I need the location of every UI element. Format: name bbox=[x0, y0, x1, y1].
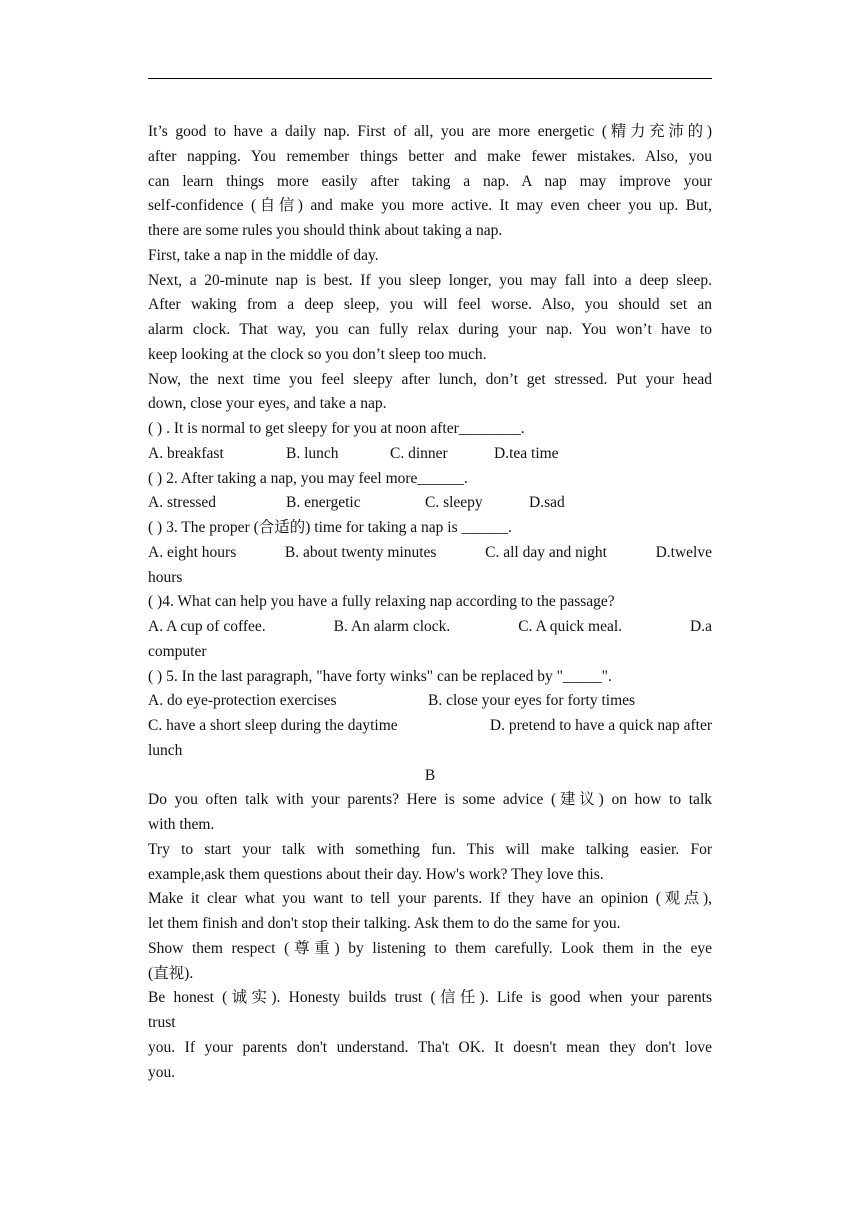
question-options bbox=[148, 442, 712, 467]
passage-b bbox=[148, 788, 712, 1085]
option-b: B. An alarm clock. bbox=[333, 618, 451, 635]
text-line: First, take a nap in the middle of day. bbox=[148, 246, 379, 264]
option-b: B. about twenty minutes bbox=[284, 543, 437, 561]
text-line: there are some rules you should think about taking a nap. bbox=[148, 222, 503, 239]
text-line: self-confidence (自信) and make you more active. It may even cheer you up. But, bbox=[148, 197, 712, 215]
question-1 bbox=[148, 417, 712, 467]
text-line: Make it clear what you want to tell your parents. If they have an opinion (观点), bbox=[148, 890, 712, 908]
text-line: you. bbox=[148, 1063, 176, 1081]
option-a: A. breakfast bbox=[148, 444, 224, 462]
section-heading: B bbox=[424, 766, 436, 784]
text-line: after napping. You remember things better and make fewer mistakes. Also, you bbox=[148, 147, 712, 165]
text-line: alarm clock. That way, you can fully relax during your nap. You won’t have to bbox=[148, 321, 712, 338]
option-d: D.twelve bbox=[655, 543, 712, 561]
question-stem: ( ) 5. In the last paragraph, "have forty winks" can be replaced by "_____". bbox=[148, 667, 612, 685]
question-3 bbox=[148, 516, 712, 590]
option-d: D.a bbox=[690, 618, 712, 635]
option-d: D. pretend to have a quick nap after bbox=[489, 717, 712, 734]
option-d: D.sad bbox=[529, 494, 565, 512]
text-line: you. If your parents don't understand. Tha't OK. It doesn't mean they don't love bbox=[148, 1038, 712, 1056]
passage-a bbox=[148, 120, 712, 417]
option-b: B. close your eyes for forty times bbox=[428, 692, 636, 710]
option-wrap: computer bbox=[148, 642, 207, 660]
text-line: let them finish and don't stop their talking. Ask them to do the same for you. bbox=[148, 915, 621, 932]
text-line: After waking from a deep sleep, you will feel worse. Also, you should set an bbox=[148, 296, 712, 314]
option-c: C. all day and night bbox=[485, 543, 607, 561]
option-c: C. have a short sleep during the daytime bbox=[148, 717, 398, 734]
text-line: Try to start your talk with something fun. This will make talking easier. For bbox=[148, 840, 712, 858]
option-c: C. dinner bbox=[390, 444, 448, 462]
question-options bbox=[148, 615, 712, 640]
question-stem: ( ) 2. After taking a nap, you may feel more______. bbox=[148, 469, 468, 487]
question-stem: ( ) 3. The proper (合适的) time for taking a nap is ______. bbox=[148, 519, 512, 536]
text-line: (直视). bbox=[148, 964, 194, 982]
option-d: D.tea time bbox=[494, 444, 559, 462]
option-b: B. lunch bbox=[286, 444, 339, 462]
text-line: Next, a 20-minute nap is best. If you sleep longer, you may fall into a deep sleep. bbox=[148, 271, 712, 289]
option-a: A. stressed bbox=[148, 494, 217, 512]
question-2 bbox=[148, 467, 712, 517]
option-wrap: lunch bbox=[148, 741, 183, 759]
text-line: Now, the next time you feel sleepy after lunch, don’t get stressed. Put your head bbox=[148, 370, 712, 388]
text-line: Be honest (诚实). Honesty builds trust (信任). Life is good when your parents bbox=[148, 989, 712, 1007]
document-body bbox=[148, 120, 712, 1085]
option-a: A. A cup of coffee. bbox=[148, 618, 266, 635]
option-c: C. A quick meal. bbox=[518, 618, 623, 635]
text-line: example,ask them questions about their day. How's work? They love this. bbox=[148, 865, 604, 883]
text-line: can learn things more easily after taking a nap. A nap may improve your bbox=[148, 172, 712, 190]
text-line: with them. bbox=[148, 816, 215, 833]
question-options bbox=[148, 491, 712, 516]
text-line: keep looking at the clock so you don’t sleep too much. bbox=[148, 345, 487, 363]
question-options bbox=[148, 689, 712, 714]
question-4 bbox=[148, 590, 712, 664]
text-line: Show them respect (尊重) by listening to them carefully. Look them in the eye bbox=[148, 939, 712, 957]
option-a: A. do eye-protection exercises bbox=[148, 692, 337, 710]
question-5 bbox=[148, 665, 712, 764]
text-line: down, close your eyes, and take a nap. bbox=[148, 395, 387, 413]
question-options bbox=[148, 714, 712, 739]
text-line: It’s good to have a daily nap. First of all, you are more energetic (精力充沛的) bbox=[148, 123, 712, 140]
option-c: C. sleepy bbox=[425, 494, 483, 512]
option-wrap: hours bbox=[148, 568, 183, 586]
question-stem: ( ) . It is normal to get sleepy for you at noon after________. bbox=[148, 420, 525, 437]
text-line: trust bbox=[148, 1014, 176, 1031]
text-line: Do you often talk with your parents? Here is some advice (建议) on how to talk bbox=[148, 791, 712, 809]
question-options bbox=[148, 541, 712, 566]
header-rule bbox=[148, 78, 712, 79]
option-a: A. eight hours bbox=[148, 543, 237, 561]
option-b: B. energetic bbox=[286, 494, 361, 512]
question-stem: ( )4. What can help you have a fully relaxing nap according to the passage? bbox=[148, 593, 615, 611]
